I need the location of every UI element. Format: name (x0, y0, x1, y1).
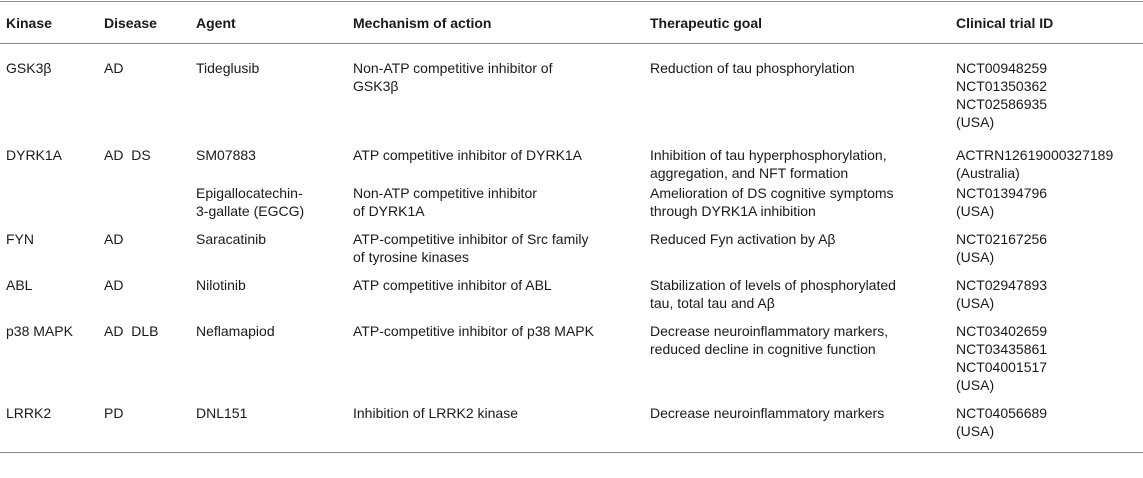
cell-agent (190, 131, 347, 182)
cell-disease: AD (104, 277, 124, 293)
header-kinase: Kinase (6, 14, 52, 31)
cell-agent (190, 394, 347, 453)
agent-line: 3-gallate (EGCG) (196, 203, 305, 219)
table-row (0, 394, 1143, 453)
header-therapeutic-goal: Therapeutic goal (650, 14, 763, 31)
goal-line: Reduction of tau phosphorylation (650, 60, 855, 76)
mechanism-line: of tyrosine kinases (353, 249, 469, 265)
table-row (0, 266, 1143, 312)
trial-line: NCT04056689 (956, 405, 1048, 421)
cell-trial-id (950, 220, 1143, 266)
agent-line: Neflamapiod (196, 323, 275, 339)
trial-line: NCT03435861 (956, 341, 1048, 357)
trial-line: NCT02947893 (956, 277, 1048, 293)
goal-line: through DYRK1A inhibition (650, 203, 816, 219)
mechanism-line: Non-ATP competitive inhibitor of (353, 60, 553, 76)
cell-disease: AD (104, 60, 124, 76)
trial-line: (USA) (956, 114, 995, 130)
cell-mechanism (347, 44, 644, 132)
cell-agent (190, 266, 347, 312)
cell-mechanism (347, 266, 644, 312)
cell-goal (644, 394, 950, 453)
header-mechanism: Mechanism of action (353, 14, 492, 31)
goal-line: Decrease neuroinflammatory markers, (650, 323, 889, 339)
goal-line: Reduced Fyn activation by Aβ (650, 231, 836, 247)
goal-line: Amelioration of DS cognitive symptoms (650, 185, 894, 201)
trial-line: NCT02586935 (956, 96, 1048, 112)
cell-trial-id (950, 131, 1143, 182)
header-disease: Disease (104, 14, 157, 31)
table-row (0, 44, 1143, 132)
kinase-inhibitor-table (0, 1, 1143, 453)
trial-line: (USA) (956, 423, 995, 439)
table-row (0, 182, 1143, 220)
trial-line: (USA) (956, 203, 995, 219)
mechanism-line: GSK3β (353, 78, 399, 94)
cell-agent (190, 44, 347, 132)
trial-line: (USA) (956, 295, 995, 311)
trial-line: (Australia) (956, 165, 1020, 181)
agent-line: Nilotinib (196, 277, 246, 293)
cell-goal (644, 131, 950, 182)
cell-kinase: FYN (6, 231, 34, 247)
goal-line: Stabilization of levels of phosphorylated (650, 277, 896, 293)
cell-mechanism (347, 182, 644, 220)
mechanism-line: ATP-competitive inhibitor of p38 MAPK (353, 323, 594, 339)
cell-kinase: p38 MAPK (6, 323, 73, 339)
cell-mechanism (347, 220, 644, 266)
cell-disease: PD (104, 405, 124, 421)
cell-mechanism (347, 312, 644, 394)
cell-agent (190, 312, 347, 394)
cell-kinase: GSK3β (6, 60, 52, 76)
cell-goal (644, 182, 950, 220)
cell-trial-id (950, 394, 1143, 453)
cell-disease (98, 182, 190, 220)
agent-line: Epigallocatechin- (196, 185, 303, 201)
table-row (0, 312, 1143, 394)
cell-kinase: ABL (6, 277, 33, 293)
cell-kinase (0, 182, 98, 220)
cell-disease: AD DLB (104, 323, 159, 339)
trial-line: NCT02167256 (956, 231, 1048, 247)
goal-line: Inhibition of tau hyperphosphorylation, (650, 147, 887, 163)
cell-goal (644, 266, 950, 312)
header-clinical-trial-id: Clinical trial ID (956, 14, 1054, 31)
goal-line: reduced decline in cognitive function (650, 341, 876, 357)
table-header-row (0, 2, 1143, 44)
goal-line: aggregation, and NFT formation (650, 165, 849, 181)
trial-line: NCT00948259 (956, 60, 1048, 76)
trial-line: NCT01394796 (956, 185, 1048, 201)
table-row (0, 220, 1143, 266)
goal-line: Decrease neuroinflammatory markers (650, 405, 885, 421)
trial-line: NCT04001517 (956, 359, 1048, 375)
cell-disease: AD DS (104, 147, 151, 163)
mechanism-line: Non-ATP competitive inhibitor (353, 185, 537, 201)
cell-mechanism (347, 131, 644, 182)
mechanism-line: ATP-competitive inhibitor of Src family (353, 231, 589, 247)
table-row (0, 131, 1143, 182)
cell-kinase: LRRK2 (6, 405, 52, 421)
trial-line: ACTRN12619000327189 (956, 147, 1114, 163)
trial-line: NCT03402659 (956, 323, 1048, 339)
trial-line: (USA) (956, 249, 995, 265)
agent-line: Saracatinib (196, 231, 267, 247)
agent-line: Tideglusib (196, 60, 260, 76)
mechanism-line: Inhibition of LRRK2 kinase (353, 405, 518, 421)
agent-line: DNL151 (196, 405, 248, 421)
header-agent: Agent (196, 14, 236, 31)
cell-goal (644, 312, 950, 394)
cell-trial-id (950, 44, 1143, 132)
cell-agent (190, 220, 347, 266)
trial-line: (USA) (956, 377, 995, 393)
cell-trial-id (950, 266, 1143, 312)
cell-trial-id (950, 182, 1143, 220)
cell-kinase: DYRK1A (6, 147, 63, 163)
cell-agent (190, 182, 347, 220)
mechanism-line: of DYRK1A (353, 203, 425, 219)
mechanism-line: ATP competitive inhibitor of ABL (353, 277, 552, 293)
cell-goal (644, 44, 950, 132)
goal-line: tau, total tau and Aβ (650, 295, 775, 311)
agent-line: SM07883 (196, 147, 256, 163)
cell-trial-id (950, 312, 1143, 394)
mechanism-line: ATP competitive inhibitor of DYRK1A (353, 147, 583, 163)
cell-mechanism (347, 394, 644, 453)
trial-line: NCT01350362 (956, 78, 1048, 94)
cell-goal (644, 220, 950, 266)
cell-disease: AD (104, 231, 124, 247)
